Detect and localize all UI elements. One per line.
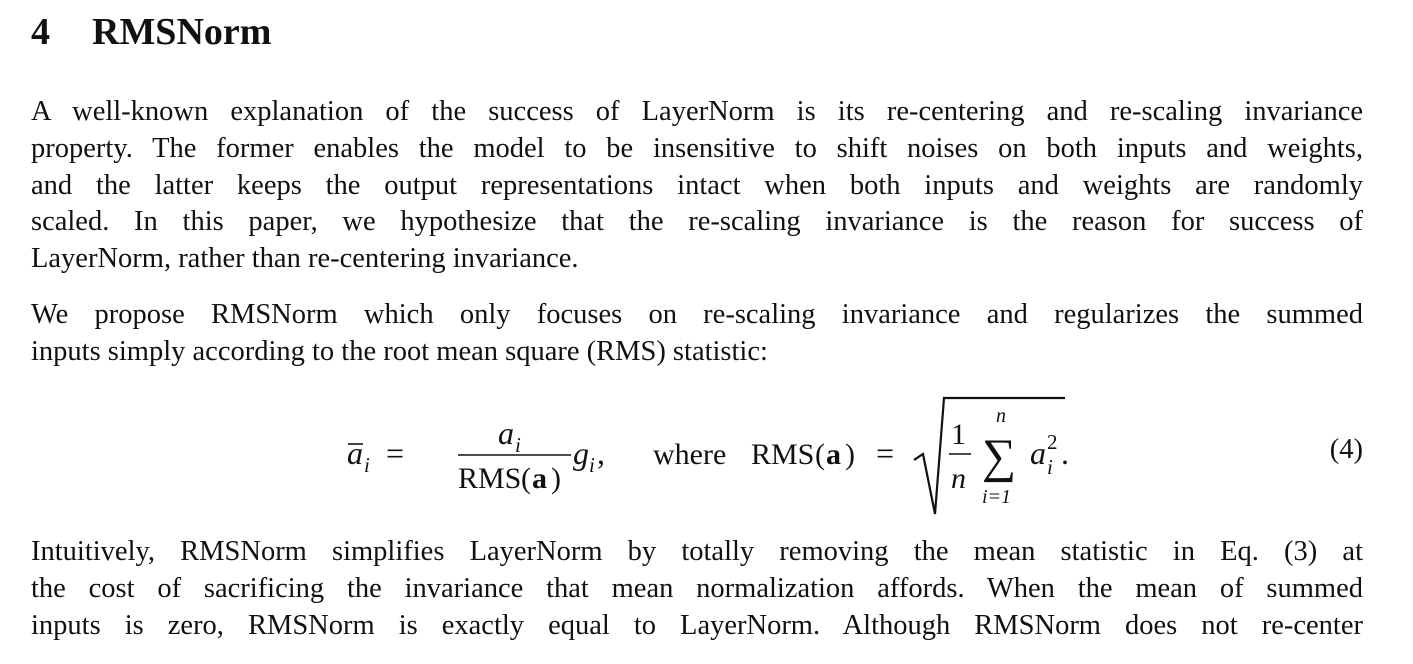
- section-number: 4: [31, 11, 50, 53]
- paragraph-3: [31, 534, 1363, 644]
- eq-rms-open: (: [815, 438, 825, 471]
- paragraph-1: [31, 94, 1363, 278]
- text-line: the cost of sacrificing the invariance that mean normalization affords. When the mean of summed: [31, 572, 1363, 604]
- equation-4: [31, 392, 1363, 522]
- eq-frac-num: 1: [951, 418, 966, 451]
- eq-comma: ,: [597, 435, 605, 471]
- eq-rms-func: RMS: [751, 438, 815, 471]
- eq-period: .: [1061, 435, 1069, 471]
- text-line: property. The former enables the model to be insensitive to shift noises on both inputs and weights,: [31, 132, 1363, 164]
- eq-rms-arg: a: [826, 438, 841, 471]
- eq-denominator-open: (: [521, 462, 531, 495]
- eq-gain-sub: i: [589, 453, 595, 477]
- eq-denominator-arg: a: [532, 462, 547, 495]
- eq-lhs-var: a: [347, 435, 363, 471]
- eq-sum-symbol: ∑: [982, 430, 1017, 483]
- eq-term-sub: i: [1047, 455, 1053, 479]
- eq-term-sup: 2: [1047, 430, 1058, 454]
- section-title: RMSNorm: [92, 11, 272, 53]
- equation-formula: [331, 392, 1091, 522]
- text-line: We propose RMSNorm which only focuses on re-scaling invariance and regularizes the summed: [31, 299, 1363, 330]
- section-heading: [31, 8, 271, 56]
- text-line: inputs is zero, RMSNorm is exactly equal to LayerNorm. Although RMSNorm does not re-center: [31, 609, 1363, 641]
- eq-numerator-var: a: [498, 415, 514, 451]
- eq-denominator-close: ): [551, 462, 561, 495]
- eq-frac-den: n: [951, 462, 966, 495]
- eq-rms-close: ): [845, 438, 855, 471]
- eq-sum-upper: n: [996, 405, 1006, 427]
- eq-gain-var: g: [573, 435, 589, 471]
- text-line: LayerNorm, rather than re-centering invariance.: [31, 243, 579, 275]
- equation-number: (4): [1329, 434, 1363, 465]
- eq-denominator-func: RMS: [458, 462, 522, 495]
- text-line: and the latter keeps the output representations intact when both inputs and weights are randomly: [31, 169, 1363, 201]
- eq-numerator-sub: i: [515, 433, 521, 457]
- eq-sum-lower: i=1: [982, 486, 1012, 508]
- paragraph-2: [31, 297, 1363, 371]
- text-line: scaled. In this paper, we hypothesize that the re-scaling invariance is the reason for success of: [31, 206, 1363, 238]
- text-line: inputs simply according to the root mean square (RMS) statistic:: [31, 335, 768, 367]
- text-line: Intuitively, RMSNorm simplifies LayerNorm by totally removing the mean statistic in Eq. (3) at: [31, 536, 1363, 567]
- eq-where: where: [653, 438, 727, 471]
- eq-rms-equals: =: [876, 435, 895, 471]
- eq-lhs-sub: i: [364, 453, 370, 477]
- eq-equals: =: [386, 435, 405, 471]
- text-line: A well-known explanation of the success of LayerNorm is its re-centering and re-scaling invariance: [31, 96, 1363, 127]
- eq-term-var: a: [1030, 435, 1046, 471]
